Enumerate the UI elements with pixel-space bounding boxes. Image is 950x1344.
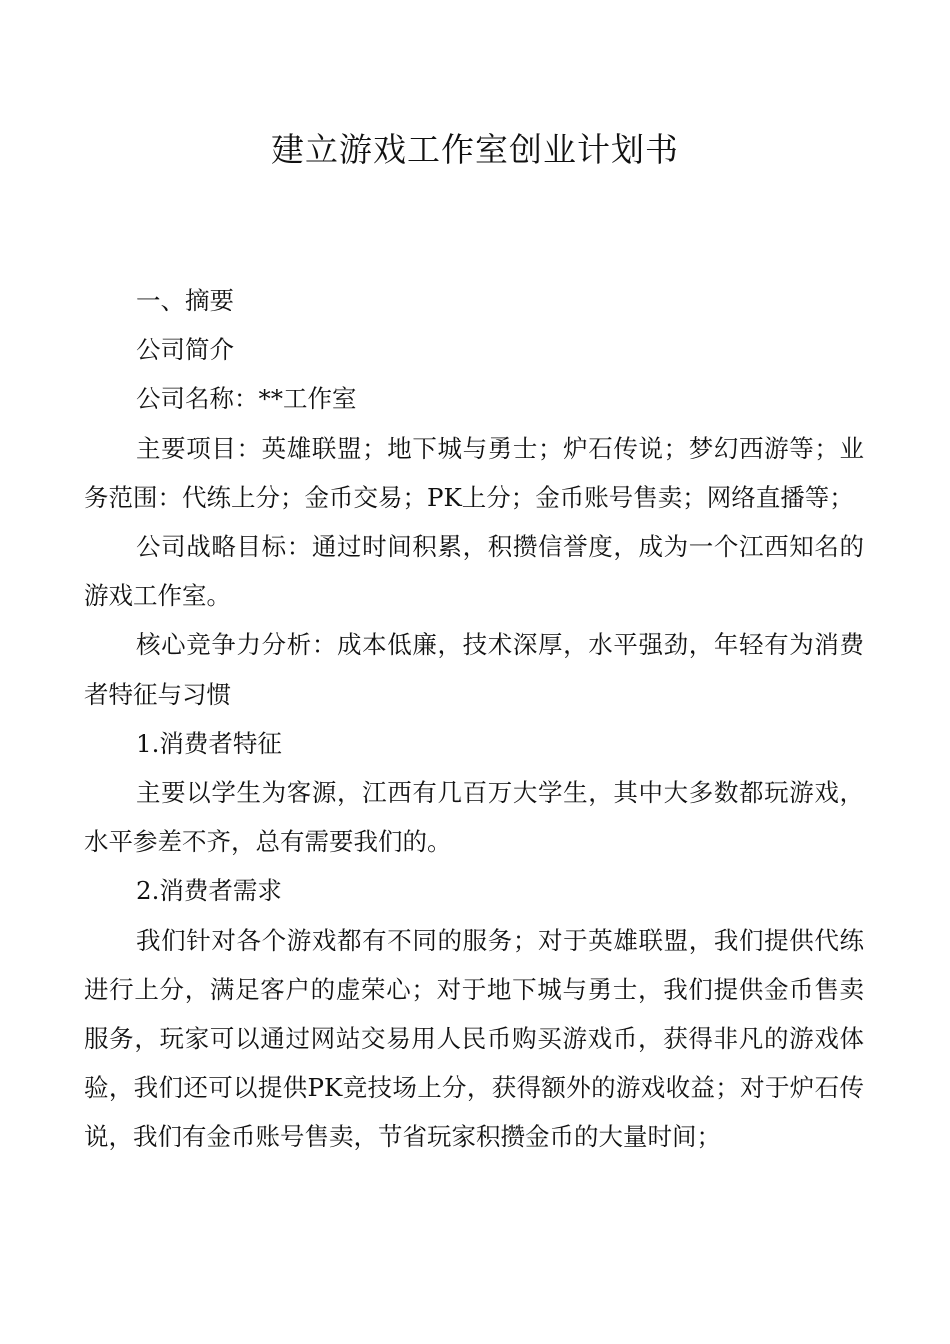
paragraph-core-competitiveness: 核心竞争力分析：成本低廉，技术深厚，水平强劲，年轻有为消费者特征与习惯: [84, 630, 864, 709]
paragraph-summary-heading: 一、摘要: [136, 286, 234, 315]
paragraph-consumer-traits-heading: 1.消费者特征: [136, 728, 282, 758]
paragraph-consumer-needs-heading: 2.消费者需求: [136, 876, 282, 906]
document-body: [84, 276, 864, 1162]
paragraph-company-intro: 公司简介: [136, 335, 234, 365]
paragraph-consumer-needs: 我们针对各个游戏都有不同的服务；对于英雄联盟，我们提供代练进行上分，满足客户的虚荣心；对于地下城与勇士，我们提供金币售卖服务，玩家可以通过网站交易用人民币购买游戏币，获得非凡的游戏体验，我们还可以提供PK竞技场上分，获得额外的游戏收益；对于炉石传说，我们有金币账号售卖，节省玩家积攒金币的大量时间；: [84, 925, 864, 1152]
paragraph-strategy-goal: 公司战略目标：通过时间积累，积攒信誉度，成为一个江西知名的游戏工作室。: [84, 532, 864, 611]
document-title: 建立游戏工作室创业计划书: [271, 130, 679, 169]
paragraph-main-projects: 主要项目：英雄联盟；地下城与勇士；炉石传说；梦幻西游等；业务范围：代练上分；金币交易；PK上分；金币账号售卖；网络直播等；: [84, 433, 864, 512]
paragraph-company-name: 公司名称：**工作室: [136, 384, 357, 414]
paragraph-consumer-traits: 主要以学生为客源，江西有几百万大学生，其中大多数都玩游戏，水平参差不齐，总有需要我们的。: [84, 778, 864, 857]
